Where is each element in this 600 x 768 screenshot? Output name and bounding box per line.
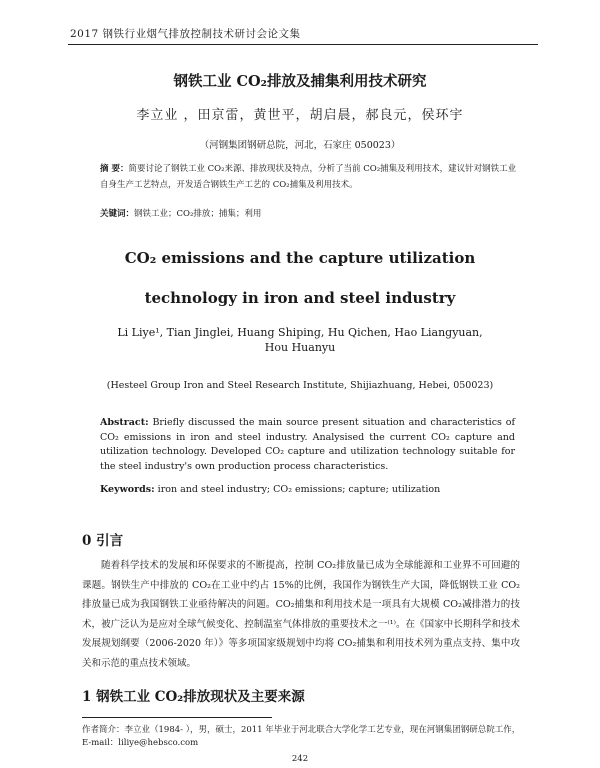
chinese-abstract xyxy=(100,161,520,193)
english-authors: Li Liye¹, Tian Jinglei, Huang Shiping, Hu Qichen, Hao Liangyuan, Hou Huanyu xyxy=(117,326,483,354)
author-footnote: 作者简介：李立业（1984- ），男，硕士，2011 年毕业于河北联合大学化学工艺专业，现在河钢集团钢研总院工作，E-mail：liliye@hebsco.com xyxy=(82,725,521,748)
english-keywords xyxy=(100,484,520,495)
header-rule xyxy=(68,44,538,45)
running-header: 2017 钢铁行业烟气排放控制技术研讨会论文集 xyxy=(70,28,301,40)
intro-body xyxy=(82,556,520,673)
english-affiliation: (Hesteel Group Iron and Steel Research Institute, Shijiazhuang, Hebei, 050023) xyxy=(106,380,494,391)
chinese-keywords xyxy=(100,207,520,219)
intro-paragraph: 随着科学技术的发展和环保要求的不断提高，控制 CO₂排放量已成为全球能源和工业界不可回避的课题。钢铁生产中排放的 CO₂在工业中约占 15%的比例，我国作为钢铁生产大国，降低钢铁工业 CO₂排放量已成为我国钢铁工业亟待解决的问题。CO₂捕集和利用技术是一项具有大规模 CO₂减排潜力的技术，被广泛认为是应对全球气候变化、控制温室气体排放的重要技术之一⁽¹⁾。在《国家中长期科学和技术发展规划纲要（2006-2020 年）》等多项国家级规划中均将 CO₂捕集和利用技术列为重点支持、集中攻关和示范的重点技术领域。 xyxy=(82,560,520,669)
english-abstract-label: Abstract: xyxy=(100,417,149,428)
english-keywords-text: iron and steel industry; CO₂ emissions; capture; utilization xyxy=(154,484,441,495)
chinese-keywords-text: 钢铁工业；CO₂排放；捕集；利用 xyxy=(134,209,262,219)
chinese-authors: 李立业 ，田京雷，黄世平，胡启晨，郝良元，侯环宇 xyxy=(136,108,464,123)
english-title-line1: CO₂ emissions and the capture utilization xyxy=(124,249,476,267)
chinese-abstract-text: 简要讨论了钢铁工业 CO₂来源、排放现状及特点，分析了当前 CO₂捕集及利用技术，建议针对钢铁工业自身生产工艺特点，开发适合钢铁生产工艺的 CO₂捕集及利用技术。 xyxy=(100,164,517,190)
chinese-title: 钢铁工业 CO₂排放及捕集利用技术研究 xyxy=(173,73,427,90)
english-title-line2: technology in iron and steel industry xyxy=(144,289,456,307)
section-heading-intro: 0 引言 xyxy=(82,533,124,549)
footnote-rule xyxy=(82,717,272,718)
english-abstract-text: Briefly discussed the main source present situation and characteristics of CO₂ emissions in iron and steel industry. Analysised the current CO₂ capture and utilization technology. Developed CO₂ capture and utilization technology suitable for the steel industry's own production process characteristics. xyxy=(100,417,515,472)
english-keywords-label: Keywords: xyxy=(100,484,155,495)
page-number: 242 xyxy=(291,754,309,764)
section-heading-1: 1 钢铁工业 CO₂排放现状及主要来源 xyxy=(82,689,305,705)
chinese-abstract-label: 摘 要： xyxy=(100,164,129,174)
chinese-affiliation: （河钢集团钢研总院，河北，石家庄 050023） xyxy=(199,140,401,151)
english-abstract xyxy=(100,416,515,474)
chinese-keywords-label: 关键词： xyxy=(100,209,135,219)
